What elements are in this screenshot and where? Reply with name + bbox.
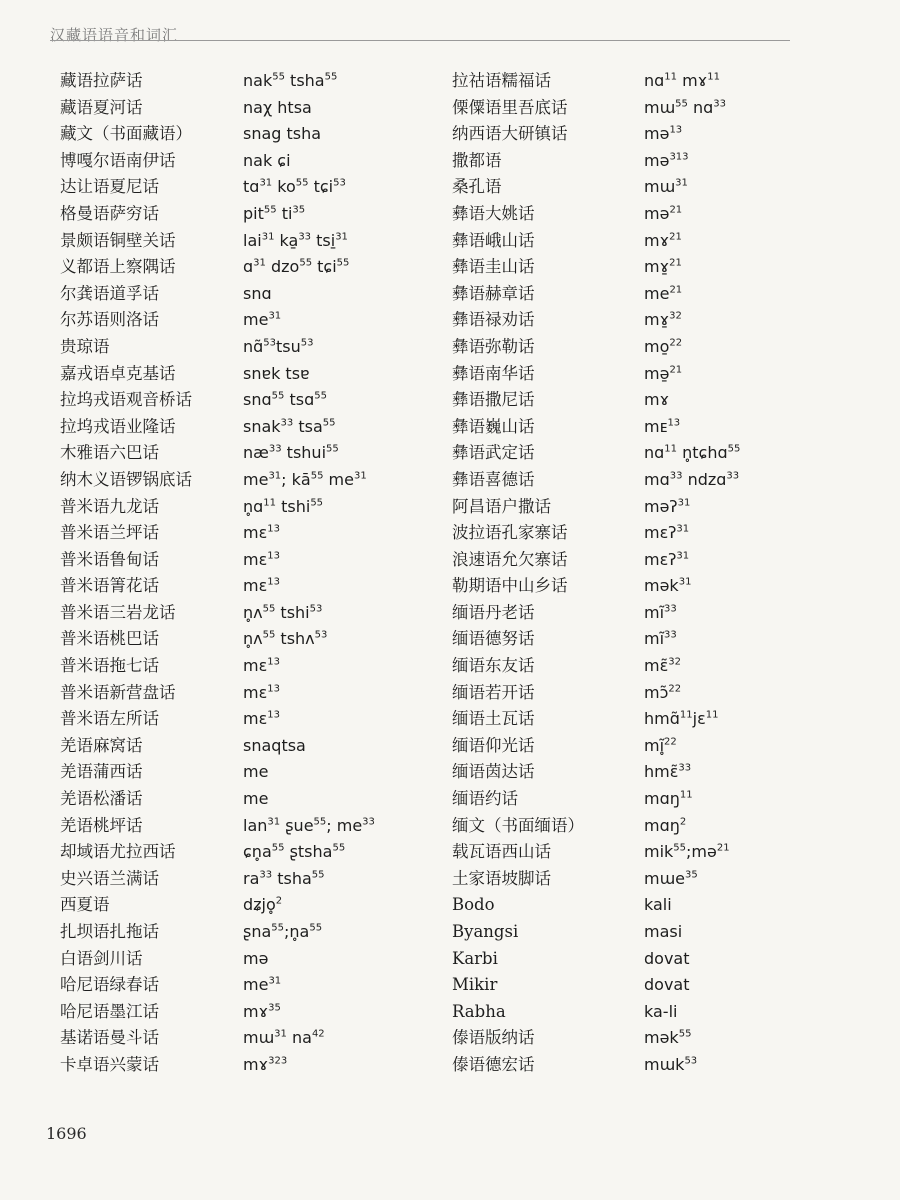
word-form: masi [644, 922, 683, 941]
language-name: 藏语拉萨话 [60, 71, 143, 90]
entry-row [60, 839, 375, 866]
word-form: mə̱$^{21}$ [644, 363, 683, 383]
language-name: 彝语南华话 [452, 363, 535, 383]
language-name: 基诺语曼斗话 [60, 1028, 159, 1048]
entry-row [452, 626, 740, 653]
word-form: ka-li [644, 1001, 678, 1021]
entry-row [60, 786, 375, 813]
language-name: 载瓦语西山话 [452, 842, 551, 862]
word-form: mɤ̱$^{32}$ [644, 310, 682, 330]
word-form: mɯ$^{31}$ $na^{42}$ [243, 1028, 325, 1048]
entry-row [452, 1025, 740, 1052]
word-form: mɯ$^{31}$ [644, 177, 688, 197]
entry-row [452, 174, 740, 201]
entry-row [452, 759, 740, 786]
word-form: mɯk$^{53}$ [644, 1054, 698, 1074]
entry-row [452, 653, 740, 680]
language-name: 嘉戎语卓克基话 [60, 363, 176, 383]
entry-row [452, 201, 740, 228]
language-name: 羌语松潘话 [60, 789, 143, 809]
language-name: 彝语撒尼话 [452, 390, 535, 410]
entry-row [452, 999, 740, 1026]
entry-row [452, 972, 740, 999]
language-name: 拉祜语糯福话 [452, 71, 551, 90]
language-name: 扎坝语扎拖话 [60, 922, 159, 941]
language-name: 普米语三岩龙话 [60, 602, 176, 622]
language-name: 达让语夏尼话 [60, 177, 159, 197]
word-form: ɑ$^{31}$ dzo$^{55}$ tɕi$^{55}$ [243, 257, 350, 277]
word-form: mə$^{13}$ [644, 124, 683, 144]
word-form: məʔ$^{31}$ [644, 496, 691, 516]
word-form: snɐk tsɐ [243, 363, 310, 383]
word-form: $me^{31}$; $kā^{55}$ $me^{31}$ [243, 469, 367, 489]
entry-row [452, 95, 740, 122]
word-form: mɛʔ$^{31}$ [644, 523, 690, 543]
word-form: dʑjo̥$^2$ [243, 895, 283, 915]
language-name: 缅语德努话 [452, 629, 535, 649]
entry-row [452, 547, 740, 574]
language-name: 彝语赫章话 [452, 283, 535, 303]
language-name: 景颇语铜壁关话 [60, 230, 176, 250]
entry-row [60, 201, 375, 228]
word-form: $me^{31}$ [243, 310, 282, 330]
right-column [452, 68, 740, 1079]
language-name: 缅语土瓦话 [452, 709, 535, 729]
word-form: mɛ$^{13}$ [243, 656, 280, 676]
word-form: snɑ$^{55}$ tsɑ$^{55}$ [243, 390, 327, 410]
language-name: 纳西语大研镇话 [452, 124, 568, 144]
word-form: mo̱$^{22}$ [644, 336, 683, 356]
language-name: 普米语鲁甸话 [60, 549, 159, 569]
language-name: 羌语桃坪话 [60, 815, 143, 835]
entry-row [60, 600, 375, 627]
language-name: 哈尼语墨江话 [60, 1001, 159, 1021]
word-form: mĩ̥$^{22}$ [644, 735, 677, 755]
entry-row [452, 680, 740, 707]
entry-row [60, 759, 375, 786]
word-form: mᴇ$^{13}$ [644, 416, 681, 436]
word-form: mɛ$^{13}$ [243, 523, 280, 543]
language-name: 缅语仰光话 [452, 735, 535, 755]
language-name: Bodo [452, 895, 495, 915]
entry-row [452, 121, 740, 148]
word-form: mɛ̃$^{32}$ [644, 656, 681, 676]
word-form: nak ɕi [243, 150, 291, 170]
word-form: n̥ɑ$^{11}$ tshi$^{55}$ [243, 496, 324, 516]
word-form: hmɛ̃$^{33}$ [644, 762, 692, 782]
entry-row [60, 972, 375, 999]
entry-row [452, 813, 740, 840]
entry-row [452, 1052, 740, 1079]
entry-row [452, 600, 740, 627]
entry-row [452, 573, 740, 600]
entry-row [452, 733, 740, 760]
entry-row [452, 440, 740, 467]
entry-row [60, 1052, 375, 1079]
word-form: n̥ʌ$^{55}$ tshʌ$^{53}$ [243, 629, 328, 649]
word-form: dovat [644, 975, 690, 995]
entry-row [452, 334, 740, 361]
language-name: 白语剑川话 [60, 948, 143, 968]
language-name: 贵琼语 [60, 336, 110, 356]
language-name: 普米语新营盘话 [60, 682, 176, 702]
language-name: 普米语左所话 [60, 709, 159, 729]
language-name: 格曼语萨穷话 [60, 203, 159, 223]
language-name: 彝语巍山话 [452, 416, 535, 436]
entry-row [60, 148, 375, 175]
word-form: mɛ$^{13}$ [243, 549, 280, 569]
entry-row [452, 228, 740, 255]
entry-row [60, 999, 375, 1026]
word-form: mɛ$^{13}$ [243, 682, 280, 702]
entry-row [60, 946, 375, 973]
header-rule [50, 40, 790, 41]
language-name: 彝语喜德话 [452, 469, 535, 489]
word-form: mɯ$^{55}$ nɑ$^{33}$ [644, 97, 727, 117]
entry-row [60, 228, 375, 255]
word-form: $ɕn̥a^{55}$ ʂtsha$^{55}$ [243, 842, 346, 862]
word-form: nɑ$^{11}$ mɤ$^{11}$ [644, 71, 720, 90]
language-name: 彝语禄劝话 [452, 310, 535, 330]
word-form: lai$^{31}$ ka̱$^{33}$ tsi̱$^{31}$ [243, 230, 348, 250]
word-form: mə$^{21}$ [644, 203, 683, 223]
language-name: 义都语上察隅话 [60, 257, 176, 277]
word-form: mə [243, 948, 269, 968]
word-form: lan$^{31}$ ʂue$^{55}$; $me^{33}$ [243, 815, 375, 835]
word-form: pit$^{55}$ $ti^{35}$ [243, 203, 306, 223]
language-name: Mikir [452, 975, 498, 995]
left-column [60, 68, 375, 1079]
word-form: mɔ̃$^{22}$ [644, 682, 682, 702]
language-name: 土家语坡脚话 [452, 868, 551, 888]
language-name: 却域语尤拉西话 [60, 842, 176, 862]
word-form: snɑ [243, 283, 272, 303]
entry-row [452, 839, 740, 866]
entry-row [60, 494, 375, 521]
word-form: dovat [644, 948, 690, 968]
entry-row [452, 706, 740, 733]
word-form: mɯe$^{35}$ [644, 868, 698, 888]
word-form: $næ^{33}$ tshui$^{55}$ [243, 443, 339, 463]
entry-row [60, 387, 375, 414]
word-form: snak$^{33}$ tsa$^{55}$ [243, 416, 336, 436]
language-name: 博嘎尔语南伊话 [60, 150, 176, 170]
entry-row [60, 520, 375, 547]
word-form: snaqtsa [243, 735, 306, 755]
entry-row [60, 254, 375, 281]
entry-row [452, 786, 740, 813]
language-name: 彝语弥勒话 [452, 336, 535, 356]
entry-row [452, 919, 740, 946]
running-title: 汉藏语语音和词汇 [50, 26, 179, 44]
word-form: me [243, 789, 269, 809]
entry-row [452, 494, 740, 521]
word-form: nɑ$^{11}$ n̥tɕhɑ$^{55}$ [644, 443, 741, 463]
language-name: 浪速语允欠寨话 [452, 549, 568, 569]
language-name: 彝语圭山话 [452, 257, 535, 277]
language-name: 波拉语孔家寨话 [452, 523, 568, 543]
entry-row [60, 866, 375, 893]
entry-row [60, 626, 375, 653]
word-form: $ra^{33}$ tsha$^{55}$ [243, 868, 325, 888]
word-form: n̥ʌ$^{55}$ tshi$^{53}$ [243, 602, 323, 622]
page-number: 1696 [46, 1124, 87, 1143]
entry-row [452, 68, 740, 95]
entry-row [60, 892, 375, 919]
entry-row [60, 813, 375, 840]
language-name: 缅语约话 [452, 789, 518, 809]
word-form: kali [644, 895, 672, 915]
entry-row [60, 733, 375, 760]
word-form: mɛʔ$^{31}$ [644, 549, 690, 569]
language-name: 藏语夏河话 [60, 97, 143, 117]
language-name: 撒都语 [452, 150, 502, 170]
language-name: 羌语蒲西话 [60, 762, 143, 782]
entry-row [452, 387, 740, 414]
word-form: nɑ̃$^{53}$tsu$^{53}$ [243, 336, 314, 356]
language-name: 缅文（书面缅语） [452, 815, 584, 835]
entry-row [452, 254, 740, 281]
word-form: mɤ$^{323}$ [243, 1054, 288, 1074]
word-form: mɛ$^{13}$ [243, 709, 280, 729]
language-name: 缅语东友话 [452, 656, 535, 676]
entry-row [60, 414, 375, 441]
language-name: 普米语桃巴话 [60, 629, 159, 649]
word-form: snag tsha [243, 124, 322, 144]
entry-row [60, 68, 375, 95]
entry-row [60, 174, 375, 201]
language-name: 彝语武定话 [452, 443, 535, 463]
language-name: 羌语麻窝话 [60, 735, 143, 755]
language-name: 缅语茵达话 [452, 762, 535, 782]
entry-row [60, 547, 375, 574]
language-name: 缅语丹老话 [452, 602, 535, 622]
word-form: mək$^{31}$ [644, 576, 692, 596]
language-name: 桑孔语 [452, 177, 502, 197]
entry-row [60, 281, 375, 308]
entry-row [60, 95, 375, 122]
entry-row [60, 361, 375, 388]
language-name: 彝语大姚话 [452, 203, 535, 223]
word-form: mik$^{55}$;mə$^{21}$ [644, 842, 730, 862]
language-name: Byangsi [452, 922, 519, 941]
entry-row [60, 919, 375, 946]
entry-row [60, 307, 375, 334]
language-name: 尔苏语则洛话 [60, 310, 159, 330]
language-name: 普米语兰坪话 [60, 523, 159, 543]
word-form: $me^{21}$ [644, 283, 683, 303]
language-name: 藏文（书面藏语） [60, 124, 192, 144]
entry-row [452, 361, 740, 388]
entry-row [60, 440, 375, 467]
word-form: mɤ [644, 390, 670, 410]
word-form: mək$^{55}$ [644, 1028, 692, 1048]
word-form: mɤ$^{35}$ [243, 1001, 281, 1021]
word-form: $mĩ^{33}$ [644, 629, 677, 649]
language-name: 木雅语六巴话 [60, 443, 159, 463]
entry-row [452, 281, 740, 308]
language-name: 阿昌语户撒话 [452, 496, 551, 516]
language-name: 哈尼语绿春话 [60, 975, 159, 995]
entry-row [452, 148, 740, 175]
entry-row [452, 307, 740, 334]
entry-row [452, 414, 740, 441]
entry-row [452, 892, 740, 919]
language-name: 普米语箐花话 [60, 576, 159, 596]
word-form: tɑ$^{31}$ $ko^{55}$ tɕi$^{53}$ [243, 177, 346, 197]
word-form: $mĩ^{33}$ [644, 602, 677, 622]
word-form: naχ htsa [243, 97, 312, 117]
entry-row [452, 467, 740, 494]
language-name: 勒期语中山乡话 [452, 576, 568, 596]
entry-row [60, 334, 375, 361]
entry-row [452, 866, 740, 893]
entry-row [60, 706, 375, 733]
word-form: hmɑ̃$^{11}$jɛ$^{11}$ [644, 709, 719, 729]
entry-row [60, 680, 375, 707]
word-form: mə$^{313}$ [644, 150, 689, 170]
language-name: Karbi [452, 948, 498, 968]
word-form: mɛ$^{13}$ [243, 576, 280, 596]
entry-row [60, 1025, 375, 1052]
word-form: nak$^{55}$ tsha$^{55}$ [243, 71, 338, 90]
language-name: 卡卓语兴蒙话 [60, 1054, 159, 1074]
entry-row [60, 573, 375, 600]
language-name: 拉坞戎语业隆话 [60, 416, 176, 436]
language-name: Rabha [452, 1001, 506, 1021]
entry-row [60, 467, 375, 494]
word-form: $me^{31}$ [243, 975, 282, 995]
word-form: mɤ$^{21}$ [644, 230, 682, 250]
word-form: mɑŋ$^{11}$ [644, 789, 693, 809]
entry-row [452, 946, 740, 973]
language-name: 普米语九龙话 [60, 496, 159, 516]
language-name: 缅语若开话 [452, 682, 535, 702]
word-form: $ʂna^{55};n̥a^{55}$ [243, 922, 323, 941]
language-name: 尔龚语道孚话 [60, 283, 159, 303]
word-form: mɤ̱$^{21}$ [644, 257, 682, 277]
entry-row [60, 653, 375, 680]
language-name: 傣语版纳话 [452, 1028, 535, 1048]
word-form: mɑŋ$^2$ [644, 815, 687, 835]
language-name: 史兴语兰满话 [60, 868, 159, 888]
language-name: 西夏语 [60, 895, 110, 915]
language-name: 拉坞戎语观音桥话 [60, 390, 192, 410]
word-form: mɑ$^{33}$ ndzɑ$^{33}$ [644, 469, 740, 489]
entry-row [452, 520, 740, 547]
entry-row [60, 121, 375, 148]
language-name: 纳木义语锣锅底话 [60, 469, 192, 489]
language-name: 傈僳语里吾底话 [452, 97, 568, 117]
language-name: 傣语德宏话 [452, 1054, 535, 1074]
language-name: 普米语拖七话 [60, 656, 159, 676]
language-name: 彝语峨山话 [452, 230, 535, 250]
word-form: me [243, 762, 269, 782]
